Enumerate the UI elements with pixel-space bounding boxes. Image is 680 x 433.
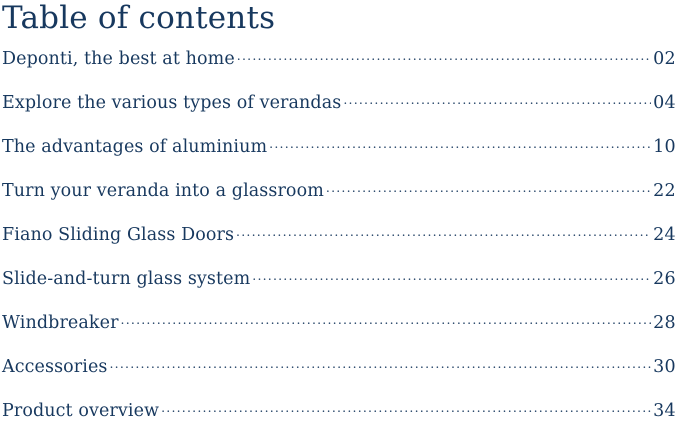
toc-entry-label: Accessories [2,357,108,378]
list-item[interactable] [2,91,676,113]
list-item[interactable] [2,399,676,421]
toc-leader-dots [343,91,651,109]
toc-leader-dots [161,399,651,417]
list-item[interactable] [2,179,676,201]
page-title: Table of contents [2,0,276,36]
toc-entry-page: 02 [653,49,676,70]
list-item[interactable] [2,267,676,289]
toc-leader-dots [236,223,651,241]
toc-entry-label: The advantages of aluminium [2,137,268,158]
toc-entry-page: 26 [653,269,676,290]
toc-entry-label: Turn your veranda into a glassroom [2,181,324,202]
toc-leader-dots [237,47,651,65]
toc-entry-label: Windbreaker [2,313,119,334]
list-item[interactable] [2,47,676,69]
list-item[interactable] [2,135,676,157]
list-item[interactable] [2,311,676,333]
toc-entry-label: Explore the various types of verandas [2,93,342,114]
toc-entry-page: 28 [653,313,676,334]
toc-entry-page: 30 [653,357,676,378]
toc-entry-label: Product overview [2,401,160,422]
toc-leader-dots [252,267,651,285]
toc-entry-label: Slide-and-turn glass system [2,269,251,290]
toc-entry-page: 04 [653,93,676,114]
list-item[interactable] [2,355,676,377]
toc-entry-page: 10 [653,137,676,158]
list-item[interactable] [2,223,676,245]
toc-leader-dots [326,179,651,197]
toc-entry-page: 22 [653,181,676,202]
toc-leader-dots [110,355,652,373]
toc-entry-page: 24 [653,225,676,246]
toc-entry-label: Deponti, the best at home [2,49,235,70]
toc-leader-dots [121,311,652,329]
toc-leader-dots [269,135,651,153]
toc-entry-label: Fiano Sliding Glass Doors [2,225,235,246]
toc-entry-page: 34 [653,401,676,422]
toc-list [2,47,676,421]
